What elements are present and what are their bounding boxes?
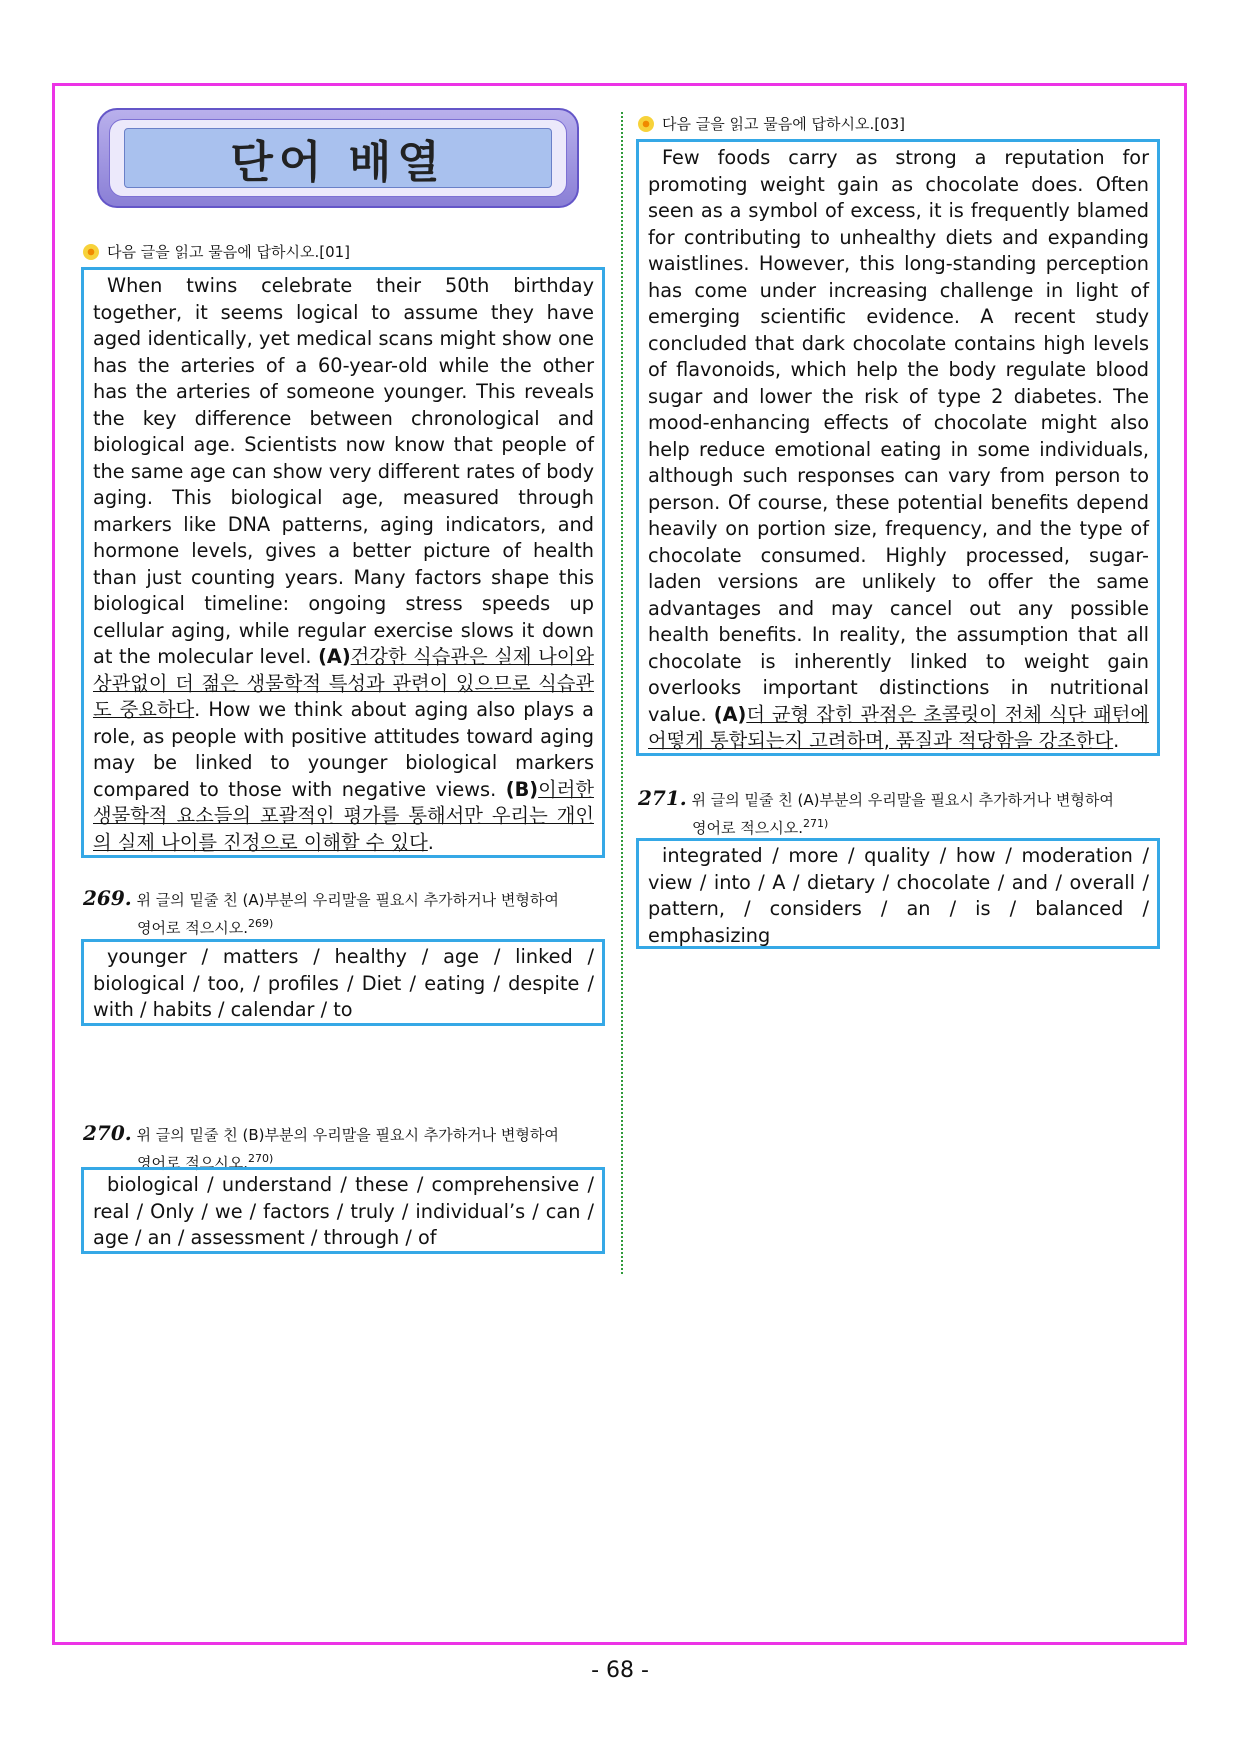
footnote-ref: 269) [247, 917, 274, 930]
passage-box-right [636, 139, 1160, 756]
word-list: integrated / more / quality / how / moderation / view / into / A / dietary / chocolate / and / overall / pattern, / considers / an / is / balanced / emphasizing [648, 844, 1149, 947]
question-prompt: 위 글의 밑줄 친 (A)부분의 우리말을 필요시 추가하거나 변형하여 [691, 791, 1114, 809]
footnote-ref: 270) [247, 1152, 274, 1165]
page-number: - 68 - [591, 1658, 649, 1683]
marker-b: (B) [505, 777, 539, 801]
marker-a: (A) [713, 702, 747, 726]
question-number: 270. [83, 1121, 132, 1145]
word-box-271 [636, 838, 1160, 949]
instruction-left [83, 241, 350, 262]
title-banner-frame [109, 119, 567, 197]
word-box-269 [81, 939, 605, 1026]
question-269: 269. 위 글의 밑줄 친 (A)부분의 우리말을 필요시 추가하거나 변형하여 영어로 적으시오.$^{269)}$ [83, 886, 559, 937]
flower-icon [638, 116, 654, 132]
footnote-ref: 271) [802, 817, 829, 830]
word-list: younger / matters / healthy / age / linked / biological / too, / profiles / Diet / eating / despite / with / habits / calendar / to [93, 945, 594, 1021]
instruction-text: 다음 글을 읽고 물음에 답하시오.[03] [662, 115, 906, 133]
question-number: 269. [83, 886, 132, 910]
passage-text: When twins celebrate their 50th birthday together, it seems logical to assume they have aged identically, yet medical scans might show one has the arteries of a 60-year-old while the other has the arteries of someone younger. This reveals the key difference between chronological and biological age. Scientists now know that people of the same age can show very different rates of body aging. This biological age, measured through markers like DNA patterns, aging indicators, and hormone levels, gives a better picture of health than just counting years. Many factors shape this biological timeline: ongoing stress speeds up cellular aging, while regular exercise slows it down at the molecular level. (A)건강한 식습관은 실제 나이와 상관없이 더 젊은 생물학적 특성과 관련이 있으므로 식습관도 중요하다. How we think about aging also plays a role, as people with positive attitudes toward aging may be linked to younger biological markers compared to those with negative views. (B)이러한 생물학적 요소들의 포괄적인 평가를 통해서만 우리는 개인의 실제 나이를 진정으로 이해할 수 있다. [93, 274, 594, 854]
question-prompt: 위 글의 밑줄 친 (A)부분의 우리말을 필요시 추가하거나 변형하여 [136, 891, 559, 909]
title-banner [97, 108, 579, 208]
flower-icon [83, 244, 99, 260]
korean-underline-a: 더 균형 잡힌 관점은 초콜릿이 전체 식단 패턴에 어떻게 통합되는지 고려하며, 품질과 적당함을 강조한다 [648, 702, 1149, 752]
instruction-right [638, 113, 905, 134]
korean-underline-b: 이러한 생물학적 요소들의 포괄적인 평가를 통해서만 우리는 개인의 실제 나이를 진정으로 이해할 수 있다 [93, 777, 594, 854]
question-270: 270. 위 글의 밑줄 친 (B)부분의 우리말을 필요시 추가하거나 변형하여 영어로 적으시오.$^{270)}$ [83, 1121, 559, 1172]
question-prompt: 위 글의 밑줄 친 (B)부분의 우리말을 필요시 추가하거나 변형하여 [136, 1126, 559, 1144]
marker-a: (A) [318, 645, 351, 668]
word-box-270 [81, 1167, 605, 1254]
passage-text: Few foods carry as strong a reputation for promoting weight gain as chocolate does. Often seen as a symbol of excess, it is frequently blamed for contributing to unhealthy diets and expanding waistlines. However, this long-standing perception has come under increasing challenge in light of emerging scientific evidence. A recent study concluded that dark chocolate contains high levels of flavonoids, which help the body regulate blood sugar and lower the risk of type 2 diabetes. The mood-enhancing effects of chocolate might also help reduce emotional eating in some individuals, although such responses can vary from person to person. Of course, these potential benefits depend heavily on portion size, frequency, and the type of chocolate consumed. Highly processed, sugar-laden versions are unlikely to offer the same advantages and may cancel out any possible health benefits. In reality, the assumption that all chocolate is inherently linked to weight gain overlooks important distinctions in nutritional value. (A)더 균형 잡힌 관점은 초콜릿이 전체 식단 패턴에 어떻게 통합되는지 고려하며, 품질과 적당함을 강조한다. [648, 146, 1149, 752]
column-divider [621, 112, 623, 1274]
word-list: biological / understand / these / comprehensive / real / Only / we / factors / truly / individual’s / can / age / an / assessment / through / of [93, 1173, 594, 1249]
korean-underline-a: 건강한 식습관은 실제 나이와 상관없이 더 젊은 생물학적 특성과 관련이 있으므로 식습관도 중요하다 [93, 645, 594, 721]
question-number: 271. [638, 786, 687, 810]
question-271: 271. 위 글의 밑줄 친 (A)부분의 우리말을 필요시 추가하거나 변형하여 영어로 적으시오.$^{271)}$ [638, 786, 1114, 837]
passage-box-left [81, 267, 605, 858]
page-title: 단어 배열 [124, 128, 552, 188]
instruction-text: 다음 글을 읽고 물음에 답하시오.[01] [107, 243, 351, 261]
